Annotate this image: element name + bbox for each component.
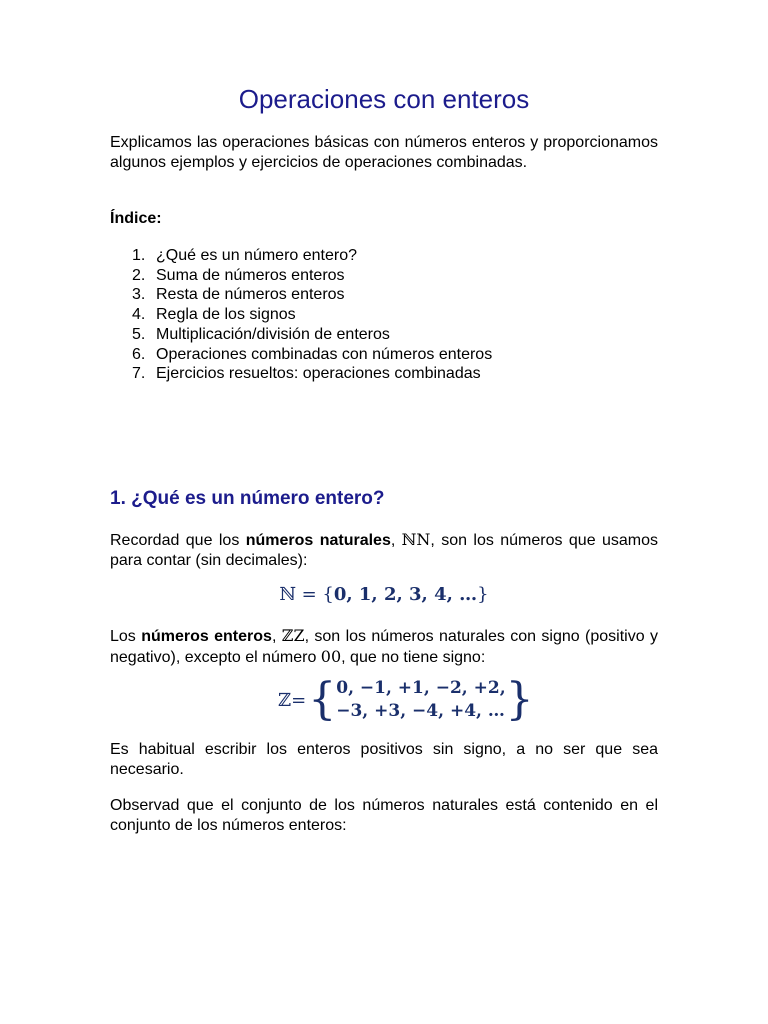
index-item-label: ¿Qué es un número entero? (156, 247, 358, 264)
naturals-set-symbol: ℕ = { (279, 584, 334, 605)
containment-paragraph: Observad que el conjunto de los números naturales está contenido en el conjunto de los números enteros: (110, 797, 658, 834)
page-title: Operaciones con enteros (238, 84, 530, 114)
index-item[interactable] (132, 345, 492, 365)
index-heading: Índice: (110, 210, 162, 227)
integers-set-row-1: 0, −1, +1, −2, +2, (336, 678, 506, 698)
index-list (132, 246, 492, 384)
index-item-label: Regla de los signos (156, 306, 296, 324)
naturals-text-pre: Recordad que los (110, 532, 246, 549)
integers-set-values (336, 677, 505, 723)
integers-text-post: , que no tiene signo: (341, 649, 486, 666)
naturals-text-post: , son los números que usamos para contar (sin decimales): (110, 532, 659, 569)
integers-set-row-2: −3, +3, −4, +4, … (336, 701, 505, 721)
naturals-paragraph: Recordad que los números naturales, ℕN, son los números que usamos para contar (sin decimales): (110, 530, 659, 569)
integers-set-open-brace: { (308, 674, 337, 725)
index-item-number: 4. (132, 306, 146, 324)
integers-text-mid: , son los números naturales con signo (positivo y negativo), excepto el número (110, 628, 659, 666)
index-item-label: Multiplicación/división de enteros (156, 325, 390, 343)
integers-text-pre: Los (110, 628, 142, 645)
index-item[interactable] (132, 325, 492, 345)
integers-symbol: ℤZ (281, 626, 305, 645)
index-item-number: 7. (132, 365, 146, 383)
index-item-label: Operaciones combinadas con números enteros (156, 345, 493, 363)
index-item[interactable] (132, 246, 492, 266)
naturals-set-formula (0, 584, 768, 605)
index-item[interactable] (132, 305, 492, 325)
integers-set-close-brace: } (505, 674, 534, 725)
intro-paragraph: Explicamos las operaciones básicas con números enteros y proporcionamos algunos ejemplos y ejercicios de operaciones combinadas. (110, 134, 658, 171)
index-item[interactable] (132, 285, 492, 305)
integers-set-formula (278, 676, 534, 724)
index-item-label: Resta de números enteros (156, 286, 345, 304)
positive-sign-paragraph: Es habitual escribir los enteros positivos sin signo, a no ser que sea necesario. (110, 741, 658, 778)
index-item-number: 6. (132, 345, 146, 363)
section-heading: 1. ¿Qué es un número entero? (110, 488, 385, 509)
index-item-label: Suma de números enteros (156, 266, 345, 284)
integers-term: números enteros (141, 628, 272, 645)
index-item-number: 3. (132, 286, 146, 304)
naturals-set-values: 0, 1, 2, 3, 4, … (333, 584, 478, 605)
integers-set-symbol: ℤ= (278, 689, 307, 711)
index-item-number: 2. (132, 266, 146, 284)
naturals-term: números naturales (245, 532, 391, 549)
index-item[interactable] (132, 266, 492, 286)
naturals-set-close: } (477, 584, 489, 605)
index-item-number: 5. (132, 325, 146, 343)
zero-symbol: 00 (320, 647, 342, 666)
index-item[interactable] (132, 364, 492, 384)
index-item-label: Ejercicios resueltos: operaciones combinadas (156, 365, 481, 383)
naturals-symbol: ℕN (401, 530, 431, 549)
index-item-number: 1. (132, 247, 146, 264)
integers-paragraph: Los números enteros, ℤZ, son los números naturales con signo (positivo y negativo), excepto el número 00, que no tiene signo: (110, 626, 659, 666)
